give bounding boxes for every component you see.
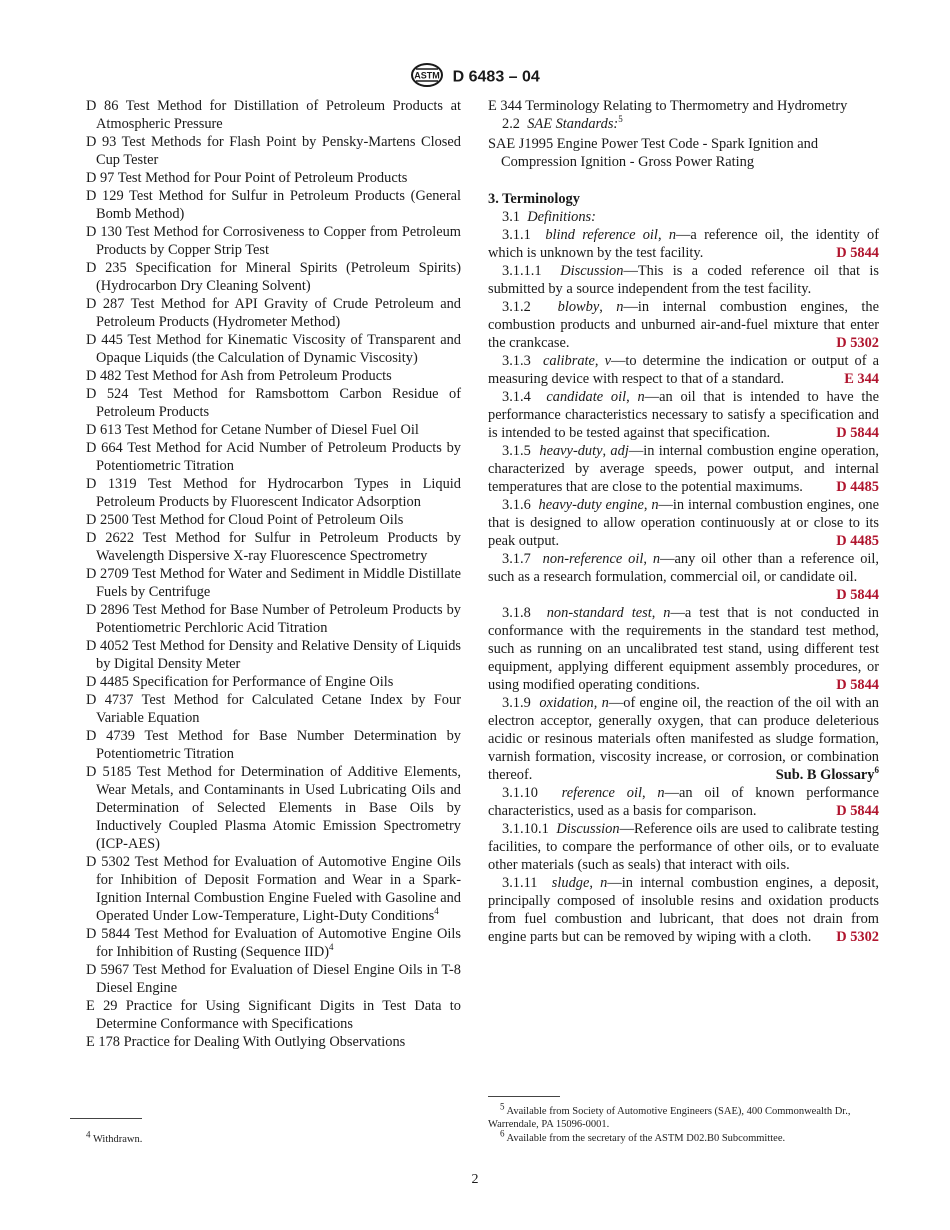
- definition-item: 3.1.11 sludge, n—in internal combustion engines, a deposit, principally composed of insoluble resins and oxidation products from fuel combustion and lubricant, that does not drain from engine parts but can be removed by wiping with a cloth. D 5302: [488, 875, 879, 945]
- sae-standards-heading: 2.2 SAE Standards:$^5$: [502, 114, 623, 132]
- part-of-speech: n: [616, 299, 624, 315]
- reference-item: D 2896 Test Method for Base Number of Petroleum Products by Potentiometric Perchloric Acid Titration: [86, 602, 461, 636]
- left-column: [86, 97, 461, 1051]
- definition-item: 3.1.2 blowby, n—in internal combustion engines, the combustion products and unburned air-and-fuel mixture that enter the crankcase. D 5302: [488, 299, 879, 351]
- reference-item: D 287 Test Method for API Gravity of Crude Petroleum and Petroleum Products (Hydrometer Method): [86, 296, 461, 330]
- reference-item: E 178 Practice for Dealing With Outlying Observations: [86, 1034, 406, 1050]
- definition-source-code: D 5844: [836, 677, 879, 693]
- definition-term: Discussion: [556, 821, 620, 837]
- definition-body: —This is a coded reference oil that is submitted by a source independent from the test facility.: [488, 263, 879, 297]
- reference-item: D 524 Test Method for Ramsbottom Carbon Residue of Petroleum Products: [86, 386, 461, 420]
- page-number: 2: [471, 1172, 479, 1187]
- definition-number: 3.1.6: [502, 497, 531, 513]
- definition-term: calibrate: [542, 353, 595, 369]
- definition-term: blind reference oil: [545, 227, 658, 243]
- definition-number: 3.1.1.1: [502, 263, 542, 279]
- reference-item: D 4739 Test Method for Base Number Determination by Potentiometric Titration: [86, 728, 461, 762]
- definition-item: 3.1.7 non-reference oil, n—any oil other than a reference oil, such as a research formulation, commercial oil, or candidate oil. D 5844: [488, 551, 879, 603]
- reference-item: D 1319 Test Method for Hydrocarbon Types in Liquid Petroleum Products by Fluorescent Indicator Adsorption: [86, 476, 461, 510]
- reference-item: D 4737 Test Method for Calculated Cetane Index by Four Variable Equation: [86, 692, 461, 726]
- definition-source-code: D 5844: [836, 803, 879, 819]
- definition-body: —in internal combustion engine operation, characterized by average speeds, power output, and internal temperatures that are close to the potential maximums.: [488, 443, 879, 495]
- definition-body: —Reference oils are used to calibrate testing facilities, to compare the performance of other oils, or to evaluate other materials (such as seals) that interact with oils.: [488, 821, 879, 873]
- footnote-6: $^6$ Available from the secretary of the ASTM D02.B0 Subcommittee.: [500, 1128, 786, 1144]
- ref-e344: E 344 Terminology Relating to Thermometry and Hydrometry: [488, 98, 848, 114]
- definition-source-code: D 4485: [836, 533, 879, 549]
- reference-item: D 97 Test Method for Pour Point of Petroleum Products: [86, 170, 408, 186]
- definition-number: 3.1.3: [502, 353, 531, 369]
- reference-item: D 613 Test Method for Cetane Number of Diesel Fuel Oil: [86, 422, 419, 438]
- definition-term: non-standard test: [546, 605, 652, 621]
- definition-source-code: D 5844: [836, 425, 879, 441]
- ref-sae-j1995: SAE J1995 Engine Power Test Code - Spark Ignition and Compression Ignition - Gross Power Rating: [488, 136, 819, 170]
- reference-item: D 664 Test Method for Acid Number of Petroleum Products by Potentiometric Titration: [86, 440, 461, 474]
- definition-term: heavy-duty: [539, 443, 603, 459]
- definition-item: 3.1.8 non-standard test, n—a test that is not conducted in conformance with the requirements in the standard test method, such as running on an uncalibrated test stand, using different test equipment, applying different equipment assembly procedures, or using modified operating conditions. D 5844: [488, 605, 879, 693]
- definition-item: 3.1.5 heavy-duty, adj—in internal combustion engine operation, characterized by average speeds, power output, and internal temperatures that are close to the potential maximums. D 4485: [488, 443, 879, 495]
- page-header: [0, 62, 950, 93]
- referenced-documents-list: [86, 97, 461, 853]
- definition-source-code: Sub. B Glossary$^6$: [775, 765, 879, 783]
- part-of-speech: n: [657, 785, 665, 801]
- definition-body: —any oil other than a reference oil, such as a research formulation, commercial oil, or candidate oil.: [488, 551, 879, 585]
- referenced-documents-list-tail: [86, 961, 461, 1051]
- part-of-speech: n: [651, 497, 659, 513]
- definition-source-code: E 344: [844, 371, 879, 387]
- definition-term: heavy-duty engine: [538, 497, 644, 513]
- reference-item: D 235 Specification for Mineral Spirits (Petroleum Spirits) (Hydrocarbon Dry Cleaning Solvent): [86, 260, 461, 294]
- definition-source-code: D 5302: [836, 929, 879, 945]
- definition-number: 3.1.1: [502, 227, 531, 243]
- definition-number: 3.1.11: [502, 875, 538, 891]
- astm-logo-icon: [410, 62, 444, 93]
- definition-source-code: D 5844: [836, 587, 879, 603]
- definition-term: sludge: [551, 875, 590, 891]
- definition-item: 3.1.10 reference oil, n—an oil of known performance characteristics, used as a basis for comparison. D 5844: [488, 785, 879, 819]
- definition-item: 3.1.6 heavy-duty engine, n—in internal combustion engines, one that is designed to allow operation continuously at or close to its peak output. D 4485: [488, 497, 880, 549]
- part-of-speech: v: [604, 353, 611, 369]
- definition-term: Discussion: [560, 263, 624, 279]
- part-of-speech: n: [600, 875, 608, 891]
- reference-item: D 4485 Specification for Performance of Engine Oils: [86, 674, 394, 690]
- reference-item: D 2622 Test Method for Sulfur in Petroleum Products by Wavelength Dispersive X-ray Fluorescence Spectrometry: [86, 530, 461, 564]
- part-of-speech: n: [663, 605, 671, 621]
- definition-number: 3.1.4: [502, 389, 531, 405]
- reference-item: D 2500 Test Method for Cloud Point of Petroleum Oils: [86, 512, 404, 528]
- ref-d5844: D 5844 Test Method for Evaluation of Automotive Engine Oils for Inhibition of Rusting (Sequence IID)$^4$: [86, 926, 461, 960]
- reference-item: D 2709 Test Method for Water and Sediment in Middle Distillate Fuels by Centrifuge: [86, 566, 461, 600]
- definition-item: [488, 820, 879, 874]
- reference-item: D 482 Test Method for Ash from Petroleum Products: [86, 368, 392, 384]
- reference-item: D 5185 Test Method for Determination of Additive Elements, Wear Metals, and Contaminants in Used Lubricating Oils and Determination of Selected Elements in Base Oils by Inductively Coupled Plasma Atomic Emission Spectrometry (ICP-AES): [86, 764, 461, 852]
- reference-item: D 93 Test Methods for Flash Point by Pensky-Martens Closed Cup Tester: [86, 134, 461, 168]
- footnote-rule-right: [488, 1096, 560, 1097]
- ref-d5302: D 5302 Test Method for Evaluation of Automotive Engine Oils for Inhibition of Deposit Formation and Wear in a Spark-Ignition Internal Combustion Engine Fueled with Gasoline and Operated Under Low-Temperature, Light-Duty Conditions$^4$: [86, 854, 461, 924]
- section-title: 3. Terminology: [488, 191, 580, 207]
- definition-number: 3.1.10.1: [502, 821, 549, 837]
- right-column: [488, 97, 879, 946]
- definition-number: 3.1.8: [502, 605, 531, 621]
- reference-item: D 5967 Test Method for Evaluation of Diesel Engine Oils in T-8 Diesel Engine: [86, 962, 461, 996]
- definition-number: 3.1.10: [502, 785, 538, 801]
- svg-text:ASTM: ASTM: [414, 70, 440, 81]
- definition-body: —of engine oil, the reaction of the oil with an electron acceptor, generally oxygen, that can produce deleterious acidic or resinous materials often manifested as sludge formation, varnish formation, viscosity increase, or corrosion, or combination thereof.: [488, 695, 879, 783]
- reference-item: E 29 Practice for Using Significant Digits in Test Data to Determine Conformance with Specifications: [86, 998, 461, 1032]
- footnote-rule-left: [70, 1118, 142, 1119]
- definition-item: [488, 262, 879, 298]
- definition-number: 3.1.5: [502, 443, 531, 459]
- definition-body: —to determine the indication or output of a measuring device with respect to that of a standard.: [488, 353, 879, 387]
- reference-item: D 445 Test Method for Kinematic Viscosity of Transparent and Opaque Liquids (the Calculation of Dynamic Viscosity): [86, 332, 461, 366]
- definition-term: candidate oil: [546, 389, 627, 405]
- definition-term: non-reference oil: [542, 551, 644, 567]
- definition-body: —a test that is not conducted in conformance with the requirements in the standard test method, such as running on an uncalibrated test stand, using different test equipment, applying different equipment assembly procedures, or using modified operating conditions.: [488, 605, 879, 693]
- reference-item: D 130 Test Method for Corrosiveness to Copper from Petroleum Products by Copper Strip Test: [86, 224, 461, 258]
- definition-body: —an oil that is intended to have the performance characteristics necessary to satisfy a specification and is intended to be tested against that specification.: [488, 389, 879, 441]
- footnote-4: $^4$ Withdrawn.: [86, 1129, 143, 1145]
- reference-item: D 86 Test Method for Distillation of Petroleum Products at Atmospheric Pressure: [86, 98, 461, 132]
- part-of-speech: n: [652, 551, 661, 567]
- definition-term: oxidation: [539, 695, 594, 711]
- definition-item: 3.1.3 calibrate, v—to determine the indication or output of a measuring device with respect to that of a standard. E 344: [488, 353, 879, 387]
- part-of-speech: n: [601, 695, 609, 711]
- definition-item: 3.1.4 candidate oil, n—an oil that is intended to have the performance characteristics necessary to satisfy a specification and is intended to be tested against that specification. D 5844: [488, 389, 879, 441]
- definition-number: 3.1.9: [502, 695, 531, 711]
- definition-term: blowby: [557, 299, 600, 315]
- definition-source-code: D 4485: [836, 479, 879, 495]
- definition-body: —in internal combustion engines, the combustion products and unburned air-and-fuel mixture that enter the crankcase.: [488, 299, 879, 351]
- definition-body: —in internal combustion engines, a deposit, principally composed of insoluble resins and oxidation products from fuel combustion and lubricant, that does not drain from engine parts but can be removed by wiping with a cloth.: [488, 875, 879, 945]
- reference-item: D 129 Test Method for Sulfur in Petroleum Products (General Bomb Method): [86, 188, 461, 222]
- definition-body: —in internal combustion engines, one that is designed to allow operation continuously at or close to its peak output.: [488, 497, 880, 549]
- document-designation: D 6483 – 04: [452, 68, 540, 86]
- definition-term: reference oil: [561, 785, 642, 801]
- part-of-speech: n: [668, 227, 677, 243]
- reference-item: D 4052 Test Method for Density and Relative Density of Liquids by Digital Density Meter: [86, 638, 461, 672]
- definition-number: 3.1.7: [502, 551, 531, 567]
- definition-source-code: D 5844: [836, 245, 879, 261]
- part-of-speech: n: [637, 389, 645, 405]
- definitions-heading: 3.1 Definitions:: [502, 209, 596, 225]
- footnote-5: $^5$ Available from Society of Automotive Engineers (SAE), 400 Commonwealth Dr., Warrendale, PA 15096-0001.: [488, 1101, 851, 1130]
- definition-item: 3.1.1 blind reference oil, n—a reference oil, the identity of which is unknown by the test facility. D 5844: [488, 227, 879, 261]
- definition-item: 3.1.9 oxidation, n—of engine oil, the reaction of the oil with an electron acceptor, generally oxygen, that can produce deleterious acidic or resinous materials often manifested as sludge formation, varnish formation, viscosity increase, or corrosion, or combination thereof. Sub. B Glossary$^6$: [488, 695, 879, 783]
- definition-number: 3.1.2: [502, 299, 531, 315]
- definition-source-code: D 5302: [836, 335, 879, 351]
- definition-body: —an oil of known performance characteristics, used as a basis for comparison.: [488, 785, 879, 819]
- part-of-speech: adj: [610, 443, 629, 459]
- definition-body: —a reference oil, the identity of which is unknown by the test facility.: [488, 227, 879, 261]
- definitions-list: [488, 226, 879, 946]
